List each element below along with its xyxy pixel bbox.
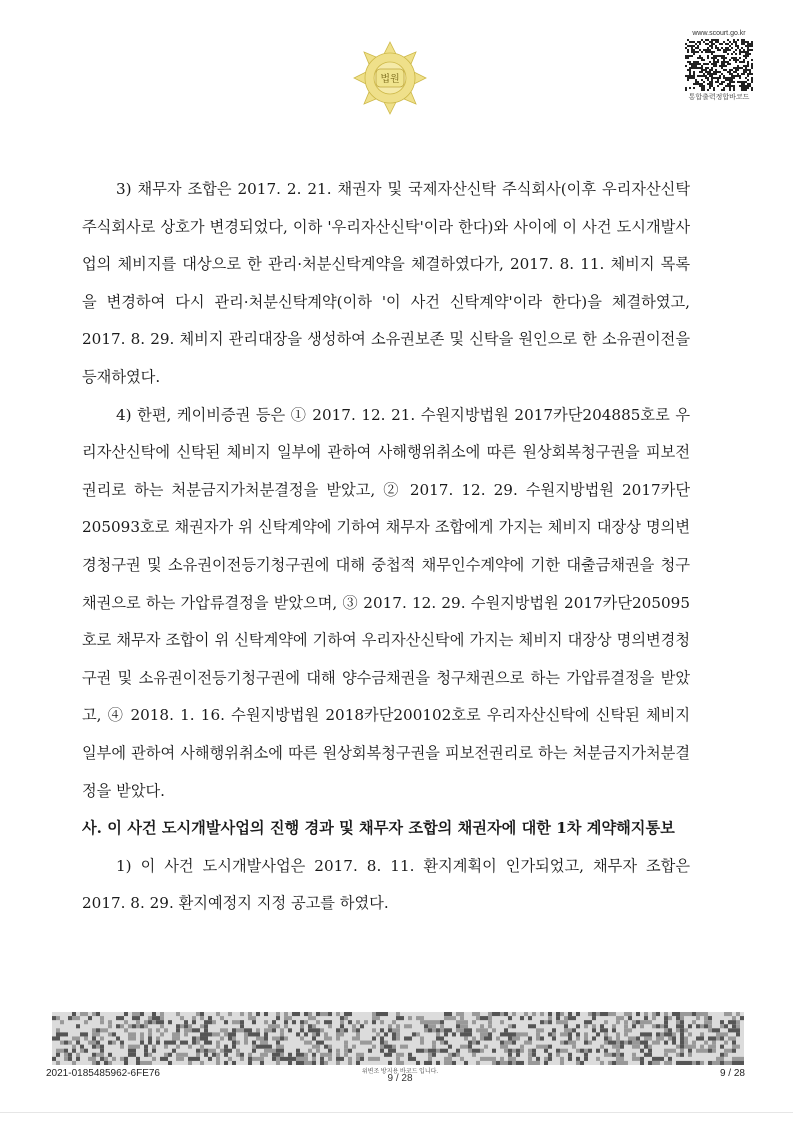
- qr-caption: 통합출력정합바코드: [688, 94, 750, 101]
- qr-code-icon: [685, 39, 753, 91]
- court-emblem-logo: [352, 40, 428, 116]
- paragraph-4-provisional-disposition: 4) 한편, 케이비증권 등은 ① 2017. 12. 21. 수원지방법원 2017카단204885호로 우리자산신탁에 신탁된 체비지 일부에 관하여 사해행위취소에 따른 원상회복청구권을 피보전권리로 하는 처분금지가처분결정을 받았고, ② 2017. 12. 29. 수원지방법원 2017카단205093호로 채권자가 위 신탁계약에 기하여 채무자 조합에게 가지는 체비지 대장상 명의변경청구권 및 소유권이전등기청구권에 대해 중첩적 채무인수계약에 기한 대출금채권을 청구채권으로 하는 가압류결정을 받았으며, ③ 2017. 12. 29. 수원지방법원 2017카단205095호로 채무자 조합이 위 신탁계약에 기하여 우리자산신탁에 가지는 체비지 대장상 명의변경청구권 및 소유권이전등기청구권에 대해 양수금채권을 청구채권으로 하는 가압류결정을 받았고, ④ 2018. 1. 16. 수원지방법원 2018카단200102호로 우리자산신탁에 신탁된 체비지 일부에 관하여 사해행위취소에 따른 원상회복청구권을 피보전권리로 하는 처분금지가처분결정을 받았다.: [82, 405, 690, 800]
- paragraph-3-debtor-trust: 3) 채무자 조합은 2017. 2. 21. 채권자 및 국제자산신탁 주식회사(이후 우리자산신탁 주식회사로 상호가 변경되었다, 이하 '우리자산신탁'이라 한다)와 사이에 이 사건 도시개발사업의 체비지를 대상으로 한 관리·처분신탁계약을 체결하였다가, 2017. 8. 11. 체비지 목록을 변경하여 다시 관리·처분신탁계약(이하 '이 사건 신탁계약'이라 한다)을 체결하였고, 2017. 8. 29. 체비지 관리대장을 생성하여 소유권보존 및 신탁을 원인으로 한 소유권이전을 등재하였다.: [82, 180, 690, 386]
- anti-forgery-note: 위변조 방지용 바코드 입니다.: [361, 1069, 439, 1075]
- page-number-right: 9 / 28: [719, 1068, 745, 1079]
- qr-url: www.scourt.go.kr: [692, 30, 746, 37]
- bottom-divider: [0, 1112, 793, 1113]
- paragraph-1-development-progress: 1) 이 사건 도시개발사업은 2017. 8. 11. 환지계획이 인가되었고, 채무자 조합은 2017. 8. 29. 환지예정지 지정 공고를 하였다.: [82, 856, 690, 913]
- document-body: [82, 171, 690, 923]
- page-number-center: 9 / 28: [387, 1073, 413, 1084]
- emblem-text: 법원: [380, 74, 400, 85]
- section-heading-sa: 사. 이 사건 도시개발사업의 진행 경과 및 채무자 조합의 채권자에 대한 1차 계약해지통보: [82, 819, 675, 838]
- document-id: 2021-0185485962-6FE76: [46, 1068, 160, 1079]
- anti-forgery-barcode: [52, 1012, 744, 1065]
